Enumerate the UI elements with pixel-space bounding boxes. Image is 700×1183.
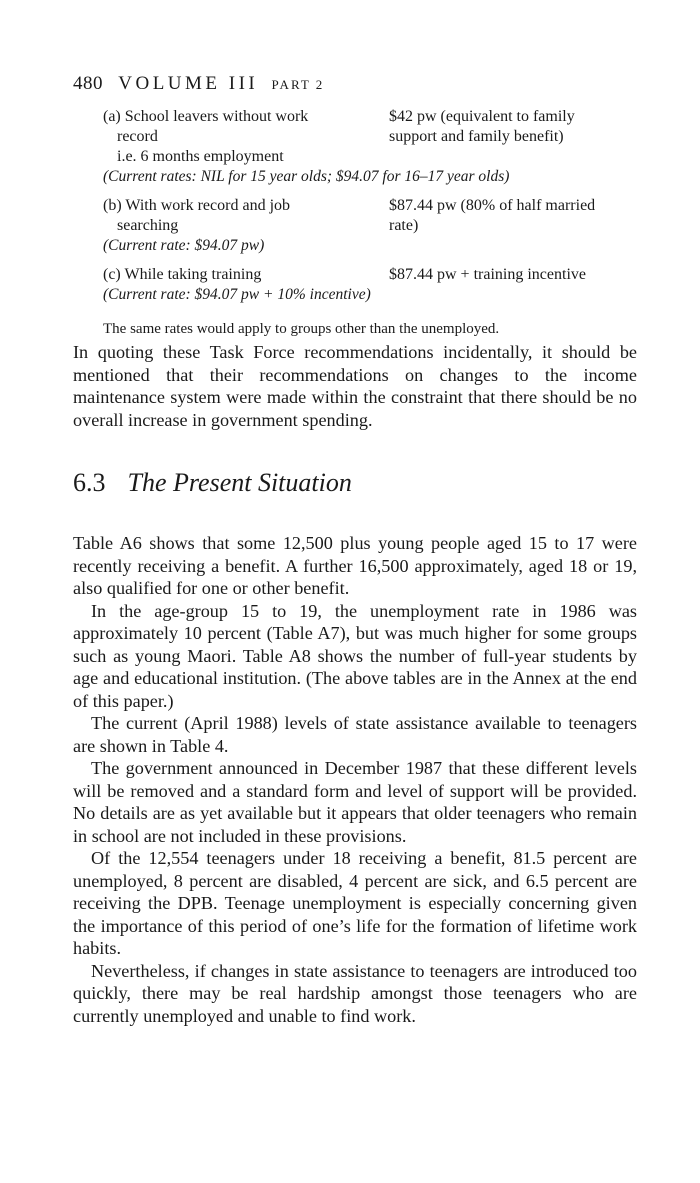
body-paragraph: The current (April 1988) levels of state assistance available to teenagers are shown in Table 4.: [73, 713, 637, 756]
rec-b-rate-cont: rate): [389, 217, 419, 234]
page-number: 480: [73, 73, 103, 94]
body-paragraph: In the age-group 15 to 19, the unemployment rate in 1986 was approximately 10 percent (Table A7), but was much higher for some groups such as young Maori. Table A8 shows the number of full-year students by age and educational institution. (The above tables are in the Annex at the end of this paper.): [73, 600, 637, 711]
recommendation-a: [103, 107, 637, 187]
rec-a-current-rate: (Current rates: NIL for 15 year olds; $94.07 for 16–17 year olds): [103, 168, 510, 185]
rec-a-rate-cont: support and family benefit): [389, 128, 564, 145]
running-header: [73, 72, 637, 97]
rec-a-rate: $42 pw (equivalent to family: [389, 108, 575, 125]
rec-a-label: (a) School leavers without work: [103, 108, 309, 125]
rec-b-rate: $87.44 pw (80% of half married: [389, 197, 596, 214]
body-paragraph: Table A6 shows that some 12,500 plus young people aged 15 to 17 were recently receiving a benefit. A further 16,500 approximately, aged 18 or 19, also qualified for one or other benefit.: [73, 533, 637, 598]
rec-c-label: (c) While taking training: [103, 266, 262, 283]
section-number: 6.3: [73, 468, 106, 497]
section-title: The Present Situation: [127, 468, 352, 497]
rec-b-label: (b) With work record and job: [103, 197, 291, 214]
body-paragraph: In quoting these Task Force recommendations incidentally, it should be mentioned that their recommendations on changes to the income maintenance system were made within the constraint that there should be no overall increase in government spending.: [73, 342, 637, 430]
volume-label: VOLUME III: [118, 73, 259, 94]
body-paragraph: Nevertheless, if changes in state assistance to teenagers are introduced too quickly, there may be real hardship amongst those teenagers who are currently unemployed and unable to find work.: [73, 960, 637, 1026]
body-paragraph: Of the 12,554 teenagers under 18 receiving a benefit, 81.5 percent are unemployed, 8 percent are disabled, 4 percent are sick, and 6.5 percent are receiving the DPB. Teenage unemployment is especially concerning given the importance of this period of one’s life for the formation of lifetime work habits.: [73, 848, 637, 958]
rec-b-current-rate: (Current rate: $94.07 pw): [103, 237, 265, 254]
rec-c-current-rate: (Current rate: $94.07 pw + 10% incentive): [103, 286, 371, 303]
rec-a-label-cont: i.e. 6 months employment: [117, 148, 284, 165]
body-paragraph: The government announced in December 1987 that these different levels will be removed and a standard form and level of support will be provided. No details are as yet available but it appears that older teenagers who remain in school are not included in these provisions.: [73, 758, 637, 846]
section-heading: [73, 468, 637, 498]
rec-b-label-cont: searching: [117, 217, 179, 234]
recommendation-b: [103, 196, 637, 256]
task-force-recommendations: [103, 107, 637, 305]
rec-c-rate: $87.44 pw + training incentive: [389, 266, 586, 283]
page: [73, 72, 637, 1027]
part-label: PART 2: [271, 77, 325, 92]
rec-a-label-cont: record: [117, 128, 158, 145]
rates-note: The same rates would apply to groups other than the unemployed.: [103, 321, 500, 337]
recommendation-c: [103, 265, 637, 305]
